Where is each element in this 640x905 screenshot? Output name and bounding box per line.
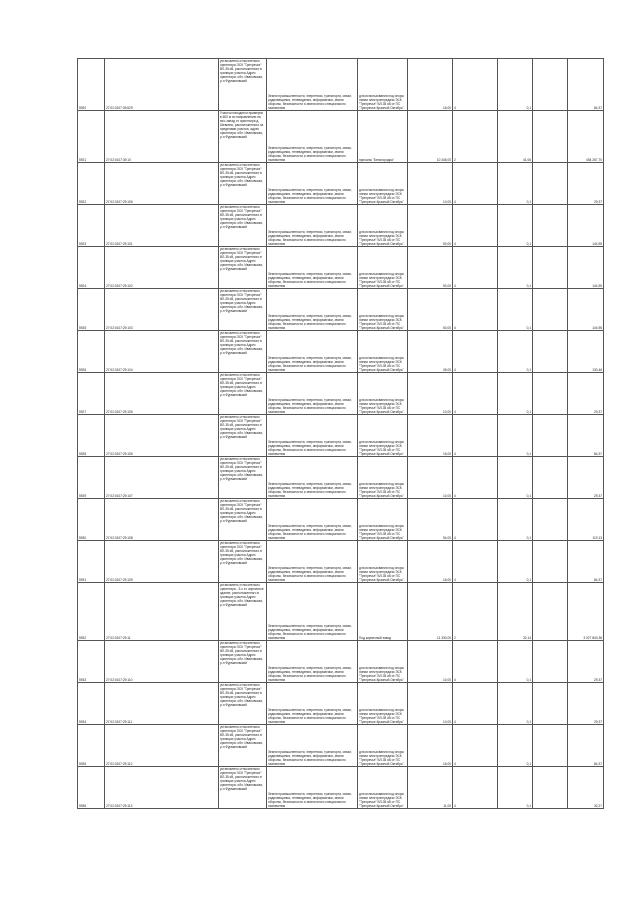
rate-extra-cell: [533, 111, 568, 163]
area-code-cell: 4: [453, 641, 498, 683]
rate-cell: 0,1: [498, 289, 533, 331]
permitted-use-cell: для использования под опоры линии электропередачи ЭСК "Трехречье" ВЛ-35 кВ от ПС "Трехречье-Красный Октябрь": [358, 499, 408, 541]
area-code-cell: 2: [453, 583, 498, 641]
rate-extra-cell: [533, 541, 568, 583]
rate-extra-cell: [533, 767, 568, 809]
rate-cell: 0,1: [498, 205, 533, 247]
cadastral-value-cell: 144,95: [568, 205, 604, 247]
table-row: [78, 499, 604, 541]
land-category-cell: Земли промышленности, энергетики, транспорта, связи, радиовещания, телевидения, информатики, земли обороны, безопасности и земли иного специального назначения: [267, 247, 358, 289]
cadastral-number-cell: 27:02:0107:29:110: [105, 641, 219, 683]
rate-cell: 0,1: [498, 415, 533, 457]
land-category-cell: Земли промышленности, энергетики, транспорта, связи, радиовещания, телевидения, информатики, земли обороны, безопасности и земли иного специального назначения: [267, 331, 358, 373]
land-category-cell: Земли промышленности, энергетики, транспорта, связи, радиовещания, телевидения, информатики, земли обороны, безопасности и земли иного специального назначения: [267, 59, 358, 111]
table-row: [78, 541, 604, 583]
area-code-cell: 4: [453, 683, 498, 725]
area-cell: 11 330,00: [408, 583, 453, 641]
rate-cell: 32,14: [498, 583, 533, 641]
rate-cell: 0,1: [498, 541, 533, 583]
location-description-cell: установлено относительно ориентира ЭСК "Трехречье" ВЛ-35 кВ, расположенного в границах участка Адрес ориентира: обл. Ивановская, р-н Фурмановский: [219, 767, 267, 809]
row-number-cell: 5925: [78, 289, 105, 331]
cadastral-value-cell: 130,46: [568, 331, 604, 373]
area-cell: 50,00: [408, 205, 453, 247]
cadastral-number-cell: 27:02:0107:29:105: [105, 373, 219, 415]
table-row: [78, 457, 604, 499]
area-cell: 54,00: [408, 499, 453, 541]
location-description-cell: установлено относительно ориентира ЭСК "Трехречье" ВЛ-35 кВ, расположенного в границах участка Адрес ориентира: обл. Ивановская, р-н Фурмановский: [219, 541, 267, 583]
permitted-use-cell: для использования под опоры линии электропередачи ЭСК "Трехречье" ВЛ-35 кВ от ПС "Трехречье-Красный Октябрь": [358, 725, 408, 767]
row-number-cell: 5930: [78, 499, 105, 541]
table-row: [78, 683, 604, 725]
location-description-cell: установлено относительно ориентира ЭСК "Трехречье" ВЛ-35 кВ, расположенного в границах участка Адрес ориентира: обл. Ивановская, р-н Фурмановский: [219, 331, 267, 373]
table-row: [78, 289, 604, 331]
table-row: [78, 59, 604, 111]
cadastral-number-cell: 27:02:0107:29:107: [105, 457, 219, 499]
area-cell: 10,00: [408, 373, 453, 415]
location-description-cell: установлено относительно ориентира ЭСК "Трехречье" ВЛ-35 кВ, расположенного в границах участка Адрес ориентира: обл. Ивановская, р-н Фурмановский: [219, 641, 267, 683]
land-category-cell: Земли промышленности, энергетики, транспорта, связи, радиовещания, телевидения, информатики, земли обороны, безопасности и земли иного специального назначения: [267, 457, 358, 499]
permitted-use-cell: для использования под опоры линии электропередачи ЭСК "Трехречье" ВЛ-35 кВ от ПС "Трехречье-Красный Октябрь": [358, 59, 408, 111]
cadastral-number-cell: 27:02:0107:29:108: [105, 499, 219, 541]
area-cell: 10,00: [408, 641, 453, 683]
area-code-cell: 4: [453, 59, 498, 111]
table-row: [78, 583, 604, 641]
table-row: [78, 163, 604, 205]
cadastral-number-cell: 27:02:0107:29:101: [105, 205, 219, 247]
location-description-cell: установлено относительно ориентира ЭСК "Трехречье" ВЛ-35 кВ, расположенного в границах участка Адрес ориентира: обл. Ивановская, р-н Фурмановский: [219, 725, 267, 767]
cadastral-number-cell: 27:02:0107:29:109: [105, 541, 219, 583]
area-cell: 16,00: [408, 725, 453, 767]
rate-cell: 0,1: [498, 457, 533, 499]
location-description-cell: установлено относительно ориентира - 3-х эт. кирпичное здание, расположенного в границах участка Адрес ориентира: обл. Ивановская, р-н Фурмановский: [219, 583, 267, 641]
area-cell: 11,00: [408, 767, 453, 809]
cadastral-number-cell: 27:02:0107:39:529: [105, 59, 219, 111]
cadastral-value-cell: 119,13: [568, 499, 604, 541]
table-body: [78, 59, 604, 809]
location-description-cell: установлено относительно ориентира ЭСК "Трехречье" ВЛ-35 кВ, расположенного в границах участка Адрес ориентира: обл. Ивановская, р-н Фурмановский: [219, 59, 267, 111]
cadastral-value-cell: 29,37: [568, 457, 604, 499]
rate-extra-cell: [533, 457, 568, 499]
rate-extra-cell: [533, 641, 568, 683]
cadastral-value-cell: 84,37: [568, 415, 604, 457]
cadastral-value-cell: 84,37: [568, 59, 604, 111]
table-row: [78, 641, 604, 683]
rate-extra-cell: [533, 59, 568, 111]
cadastral-value-cell: 144,95: [568, 247, 604, 289]
cadastral-value-cell: 29,37: [568, 683, 604, 725]
table-row: [78, 767, 604, 809]
area-cell: 10,00: [408, 457, 453, 499]
row-number-cell: 5929: [78, 457, 105, 499]
table-row: [78, 111, 604, 163]
location-description-cell: установлено относительно ориентира ЭСК "Трехречье" ВЛ-35 кВ, расположенного в границах участка Адрес ориентира: обл. Ивановская, р-н Фурмановский: [219, 163, 267, 205]
cadastral-number-cell: 27:02:0107:29:106: [105, 415, 219, 457]
cadastral-value-cell: 32,27: [568, 767, 604, 809]
rate-cell: 0,1: [498, 373, 533, 415]
area-cell: 10,00: [408, 683, 453, 725]
row-number-cell: 5924: [78, 247, 105, 289]
area-code-cell: 4: [453, 247, 498, 289]
row-number-cell: 5935: [78, 725, 105, 767]
rate-cell: 0,1: [498, 163, 533, 205]
cadastral-number-cell: 27:02:0107:29:11: [105, 583, 219, 641]
location-description-cell: установлено относительно ориентира ЭСК "Трехречье" ВЛ-35 кВ, расположенного в границах участка Адрес ориентира: обл. Ивановская, р-н Фурмановский: [219, 373, 267, 415]
permitted-use-cell: для использования под опоры линии электропередачи ЭСК "Трехречье" ВЛ-35 кВ от ПС "Трехречье-Красный Октябрь": [358, 331, 408, 373]
cadastral-value-cell: 144,95: [568, 289, 604, 331]
row-number-cell: 5932: [78, 583, 105, 641]
land-category-cell: Земли промышленности, энергетики, транспорта, связи, радиовещания, телевидения, информатики, земли обороны, безопасности и земли иного специального назначения: [267, 205, 358, 247]
row-number-cell: 5920: [78, 59, 105, 111]
rate-cell: 0,1: [498, 59, 533, 111]
table-row: [78, 331, 604, 373]
area-cell: 16,00: [408, 415, 453, 457]
rate-extra-cell: [533, 499, 568, 541]
permitted-use-cell: для использования под опоры линии электропередачи ЭСК "Трехречье" ВЛ-35 кВ от ПС "Трехречье-Красный Октябрь": [358, 373, 408, 415]
cadastral-number-cell: 27:02:0107:29:113: [105, 767, 219, 809]
area-cell: 16,00: [408, 59, 453, 111]
rate-cell: 0,1: [498, 641, 533, 683]
rate-cell: 0,1: [498, 247, 533, 289]
cadastral-value-cell: 454 267,70: [568, 111, 604, 163]
area-cell: 45,00: [408, 331, 453, 373]
area-code-cell: 4: [453, 767, 498, 809]
rate-extra-cell: [533, 289, 568, 331]
land-category-cell: Земли промышленности, энергетики, транспорта, связи, радиовещания, телевидения, информатики, земли обороны, безопасности и земли иного специального назначения: [267, 641, 358, 683]
location-description-cell: установлено относительно ориентира ЭСК "Трехречье" ВЛ-35 кВ, расположенного в границах участка Адрес ориентира: обл. Ивановская, р-н Фурмановский: [219, 415, 267, 457]
area-code-cell: 4: [453, 499, 498, 541]
rate-cell: 0,1: [498, 683, 533, 725]
permitted-use-cell: для использования под опоры линии электропередачи ЭСК "Трехречье" ВЛ-35 кВ от ПС "Трехречье-Красный Октябрь": [358, 541, 408, 583]
rate-extra-cell: [533, 683, 568, 725]
land-category-cell: Земли промышленности, энергетики, транспорта, связи, радиовещания, телевидения, информатики, земли обороны, безопасности и земли иного специального назначения: [267, 499, 358, 541]
land-category-cell: Земли промышленности, энергетики, транспорта, связи, радиовещания, телевидения, информатики, земли обороны, безопасности и земли иного специального назначения: [267, 767, 358, 809]
rate-cell: 41,06: [498, 111, 533, 163]
location-description-cell: установлено относительно ориентира ЭСК "Трехречье" ВЛ-35 кВ, расположенного в границах участка Адрес ориентира: обл. Ивановская, р-н Фурмановский: [219, 205, 267, 247]
permitted-use-cell: для использования под опоры линии электропередачи ЭСК "Трехречье" ВЛ-35 кВ от ПС "Трехречье-Красный Октябрь": [358, 289, 408, 331]
cadastral-value-cell: 29,37: [568, 641, 604, 683]
land-category-cell: Земли промышленности, энергетики, транспорта, связи, радиовещания, телевидения, информатики, земли обороны, безопасности и земли иного специального назначения: [267, 373, 358, 415]
table-row: [78, 373, 604, 415]
table-row: [78, 415, 604, 457]
cadastral-value-cell: 3 027 840,38: [568, 583, 604, 641]
row-number-cell: 5921: [78, 111, 105, 163]
permitted-use-cell: для использования под опоры линии электропередачи ЭСК "Трехречье" ВЛ-35 кВ от ПС "Трехречье-Красный Октябрь": [358, 683, 408, 725]
area-cell: 16,00: [408, 541, 453, 583]
permitted-use-cell: для использования под опоры линии электропередачи ЭСК "Трехречье" ВЛ-35 кВ от ПС "Трехречье-Красный Октябрь": [358, 163, 408, 205]
row-number-cell: 5923: [78, 205, 105, 247]
rate-extra-cell: [533, 583, 568, 641]
location-description-cell: установлено относительно ориентира ЭСК "Трехречье" ВЛ-35 кВ, расположенного в границах участка Адрес ориентира: обл. Ивановская, р-н Фурмановский: [219, 289, 267, 331]
table-row: [78, 725, 604, 767]
row-number-cell: 5928: [78, 415, 105, 457]
row-number-cell: 5927: [78, 373, 105, 415]
cadastral-number-cell: 27:02:0107:29:103: [105, 289, 219, 331]
location-description-cell: установлено относительно ориентира ЭСК "Трехречье" ВЛ-35 кВ, расположенного в границах участка Адрес ориентира: обл. Ивановская, р-н Фурмановский: [219, 247, 267, 289]
land-category-cell: Земли промышленности, энергетики, транспорта, связи, радиовещания, телевидения, информатики, земли обороны, безопасности и земли иного специального назначения: [267, 415, 358, 457]
permitted-use-cell: причалы "Белогородка": [358, 111, 408, 163]
rate-cell: 0,1: [498, 331, 533, 373]
area-cell: 50,00: [408, 247, 453, 289]
area-code-cell: 4: [453, 457, 498, 499]
rate-extra-cell: [533, 725, 568, 767]
location-description-cell: Участок находится примерно в 600 м по направлению на юго-запад от ориентира д. Шевкино, расположенного за пределами участка, адрес ориентира: обл. Ивановская, р-н Фурмановский: [219, 111, 267, 163]
permitted-use-cell: для использования под опоры линии электропередачи ЭСК "Трехречье" ВЛ-35 кВ от ПС "Трехречье-Красный Октябрь": [358, 205, 408, 247]
cadastral-number-cell: 27:02:0107:29:102: [105, 247, 219, 289]
land-category-cell: Земли промышленности, энергетики, транспорта, связи, радиовещания, телевидения, информатики, земли обороны, безопасности и земли иного специального назначения: [267, 583, 358, 641]
rate-extra-cell: [533, 373, 568, 415]
land-category-cell: Земли промышленности, энергетики, транспорта, связи, радиовещания, телевидения, информатики, земли обороны, безопасности и земли иного специального назначения: [267, 683, 358, 725]
area-cell: 50,00: [408, 289, 453, 331]
area-code-cell: 4: [453, 331, 498, 373]
location-description-cell: установлено относительно ориентира ЭСК "Трехречье" ВЛ-35 кВ, расположенного в границах участка Адрес ориентира: обл. Ивановская, р-н Фурмановский: [219, 499, 267, 541]
permitted-use-cell: для использования под опоры линии электропередачи ЭСК "Трехречье" ВЛ-35 кВ от ПС "Трехречье-Красный Октябрь": [358, 767, 408, 809]
cadastral-number-cell: 27:02:0107:29:111: [105, 683, 219, 725]
location-description-cell: установлено относительно ориентира ЭСК "Трехречье" ВЛ-35 кВ, расположенного в границах участка Адрес ориентира: обл. Ивановская, р-н Фурмановский: [219, 457, 267, 499]
cadastral-number-cell: 27:02:0107:29:112: [105, 725, 219, 767]
location-description-cell: установлено относительно ориентира ЭСК "Трехречье" ВЛ-35 кВ, расположенного в границах участка Адрес ориентира: обл. Ивановская, р-н Фурмановский: [219, 683, 267, 725]
land-category-cell: Земли промышленности, энергетики, транспорта, связи, радиовещания, телевидения, информатики, земли обороны, безопасности и земли иного специального назначения: [267, 163, 358, 205]
permitted-use-cell: для использования под опоры линии электропередачи ЭСК "Трехречье" ВЛ-35 кВ от ПС "Трехречье-Красный Октябрь": [358, 457, 408, 499]
area-code-cell: 4: [453, 163, 498, 205]
cadastral-value-cell: 84,37: [568, 725, 604, 767]
rate-cell: 0,1: [498, 725, 533, 767]
row-number-cell: 5936: [78, 767, 105, 809]
cadastral-number-cell: 27:02:0107:29:106: [105, 163, 219, 205]
land-register-table: [77, 58, 604, 809]
row-number-cell: 5926: [78, 331, 105, 373]
permitted-use-cell: Под кирпичный завод: [358, 583, 408, 641]
rate-extra-cell: [533, 331, 568, 373]
permitted-use-cell: для использования под опоры линии электропередачи ЭСК "Трехречье" ВЛ-35 кВ от ПС "Трехречье-Красный Октябрь": [358, 641, 408, 683]
area-code-cell: 4: [453, 289, 498, 331]
area-code-cell: 4: [453, 373, 498, 415]
area-cell: 10,00: [408, 163, 453, 205]
land-category-cell: Земли промышленности, энергетики, транспорта, связи, радиовещания, телевидения, информатики, земли обороны, безопасности и земли иного специального назначения: [267, 111, 358, 163]
permitted-use-cell: для использования под опоры линии электропередачи ЭСК "Трехречье" ВЛ-35 кВ от ПС "Трехречье-Красный Октябрь": [358, 415, 408, 457]
rate-extra-cell: [533, 415, 568, 457]
land-category-cell: Земли промышленности, энергетики, транспорта, связи, радиовещания, телевидения, информатики, земли обороны, безопасности и земли иного специального назначения: [267, 725, 358, 767]
rate-extra-cell: [533, 205, 568, 247]
row-number-cell: 5931: [78, 541, 105, 583]
cadastral-number-cell: 27:02:0107:29:104: [105, 331, 219, 373]
land-category-cell: Земли промышленности, энергетики, транспорта, связи, радиовещания, телевидения, информатики, земли обороны, безопасности и земли иного специального назначения: [267, 541, 358, 583]
rate-cell: 0,1: [498, 499, 533, 541]
cadastral-value-cell: 29,37: [568, 373, 604, 415]
rate-extra-cell: [533, 163, 568, 205]
cadastral-value-cell: 84,37: [568, 541, 604, 583]
table-row: [78, 205, 604, 247]
area-code-cell: 4: [453, 541, 498, 583]
rate-extra-cell: [533, 247, 568, 289]
area-code-cell: 4: [453, 725, 498, 767]
land-category-cell: Земли промышленности, энергетики, транспорта, связи, радиовещания, телевидения, информатики, земли обороны, безопасности и земли иного специального назначения: [267, 289, 358, 331]
area-cell: 10 345,00: [408, 111, 453, 163]
area-code-cell: 4: [453, 205, 498, 247]
permitted-use-cell: для использования под опоры линии электропередачи ЭСК "Трехречье" ВЛ-35 кВ от ПС "Трехречье-Красный Октябрь": [358, 247, 408, 289]
row-number-cell: 5934: [78, 683, 105, 725]
area-code-cell: 4: [453, 415, 498, 457]
table-row: [78, 247, 604, 289]
row-number-cell: 5933: [78, 641, 105, 683]
cadastral-number-cell: 27:02:0107:39:10: [105, 111, 219, 163]
row-number-cell: 5922: [78, 163, 105, 205]
cadastral-value-cell: 29,37: [568, 163, 604, 205]
area-code-cell: 2: [453, 111, 498, 163]
rate-cell: 0,1: [498, 767, 533, 809]
